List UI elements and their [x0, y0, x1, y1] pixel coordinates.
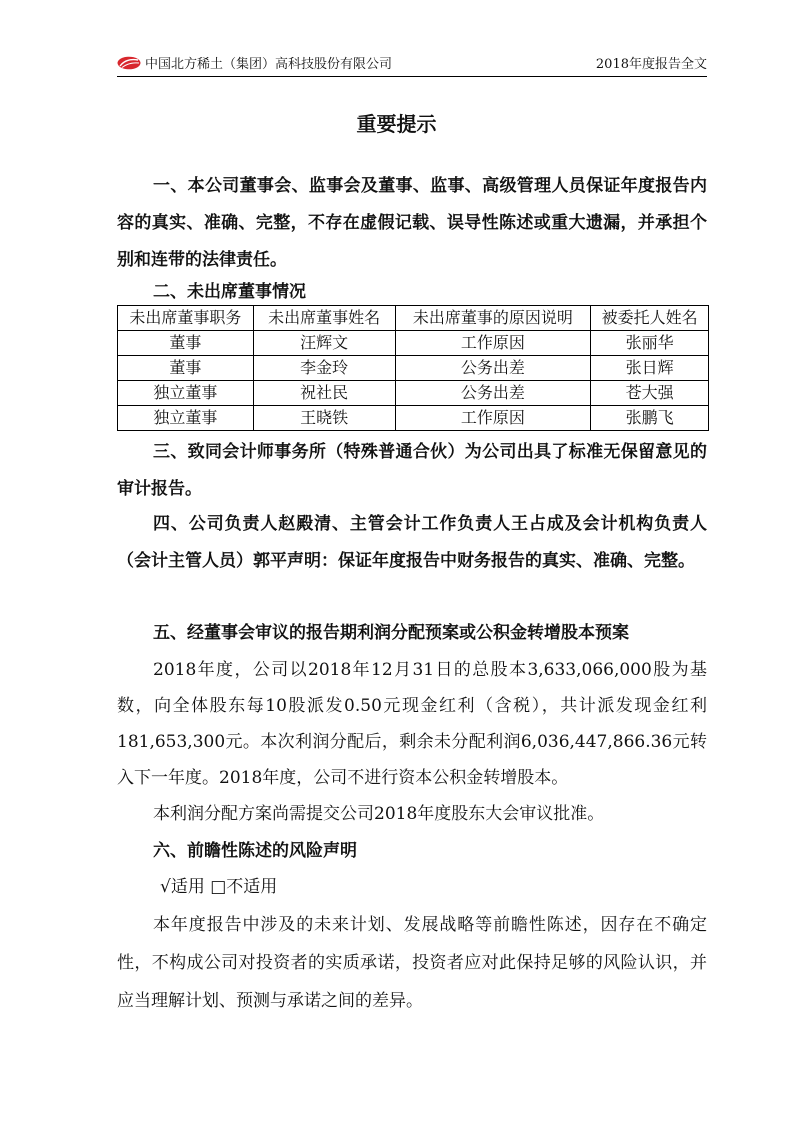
director-name: 王晓铁 [253, 406, 395, 431]
section-4-responsibility-statement: 四、公司负责人赵殿清、主管会计工作负责人王占成及会计机构负责人（会计主管人员）郭平声明：保证年度报告中财务报告的真实、准确、完整。 [117, 514, 707, 571]
company-logo-icon [117, 56, 141, 70]
director-name: 祝社民 [253, 381, 395, 406]
column-header: 被委托人姓名 [591, 306, 709, 331]
proxy-name: 苍大强 [591, 381, 709, 406]
section-2-heading: 二、未出席董事情况 [153, 282, 306, 302]
director-position: 董事 [118, 331, 254, 356]
section-3-audit-opinion: 三、致同会计师事务所（特殊普通合伙）为公司出具了标准无保留意见的审计报告。 [117, 442, 707, 499]
proxy-name: 张丽华 [591, 331, 709, 356]
section-1-statement: 一、本公司董事会、监事会及董事、监事、高级管理人员保证年度报告内容的真实、准确、完整，不存在虚假记载、误导性陈述或重大遗漏，并承担个别和连带的法律责任。 [117, 176, 707, 270]
director-position: 董事 [118, 356, 254, 381]
absence-reason: 公务出差 [395, 356, 591, 381]
column-header: 未出席董事的原因说明 [395, 306, 591, 331]
table-row [118, 331, 709, 356]
header-company-name: 中国北方稀土（集团）高科技股份有限公司 [145, 57, 393, 72]
absent-directors-table [117, 305, 709, 431]
section-5-approval-note: 本利润分配方案尚需提交公司2018年度股东大会审议批准。 [153, 804, 605, 824]
page-header [117, 54, 707, 77]
column-header: 未出席董事职务 [118, 306, 254, 331]
section-6-risk-statement: 本年度报告中涉及的未来计划、发展战略等前瞻性陈述，因存在不确定性，不构成公司对投资者的实质承诺，投资者应对此保持足够的风险认识，并应当理解计划、预测与承诺之间的差异。 [117, 915, 707, 1011]
table-row [118, 406, 709, 431]
section-5-profit-distribution: 2018年度，公司以2018年12月31日的总股本3,633,066,000股为基数，向全体股东每10股派发0.50元现金红利（含税），共计派发现金红利181,653,300元。本次利润分配后，剩余未分配利润6,036,447,866.36元转入下一年度。2018年度，公司不进行资本公积金转增股本。 [117, 660, 707, 788]
absence-reason: 公务出差 [395, 381, 591, 406]
director-position: 独立董事 [118, 406, 254, 431]
column-header: 未出席董事姓名 [253, 306, 395, 331]
page-title: 重要提示 [356, 112, 437, 136]
section-6-heading: 六、前瞻性陈述的风险声明 [153, 841, 357, 861]
header-document-title: 2018年度报告全文 [595, 57, 707, 72]
director-position: 独立董事 [118, 381, 254, 406]
proxy-name: 张日辉 [591, 356, 709, 381]
table-header-row [118, 306, 709, 331]
director-name: 汪辉文 [253, 331, 395, 356]
applicability-checkbox-line: √适用 □不适用 [160, 877, 278, 897]
table-row [118, 381, 709, 406]
table-row [118, 356, 709, 381]
proxy-name: 张鹏飞 [591, 406, 709, 431]
director-name: 李金玲 [253, 356, 395, 381]
absence-reason: 工作原因 [395, 406, 591, 431]
absence-reason: 工作原因 [395, 331, 591, 356]
section-5-heading: 五、经董事会审议的报告期利润分配预案或公积金转增股本预案 [153, 623, 629, 643]
